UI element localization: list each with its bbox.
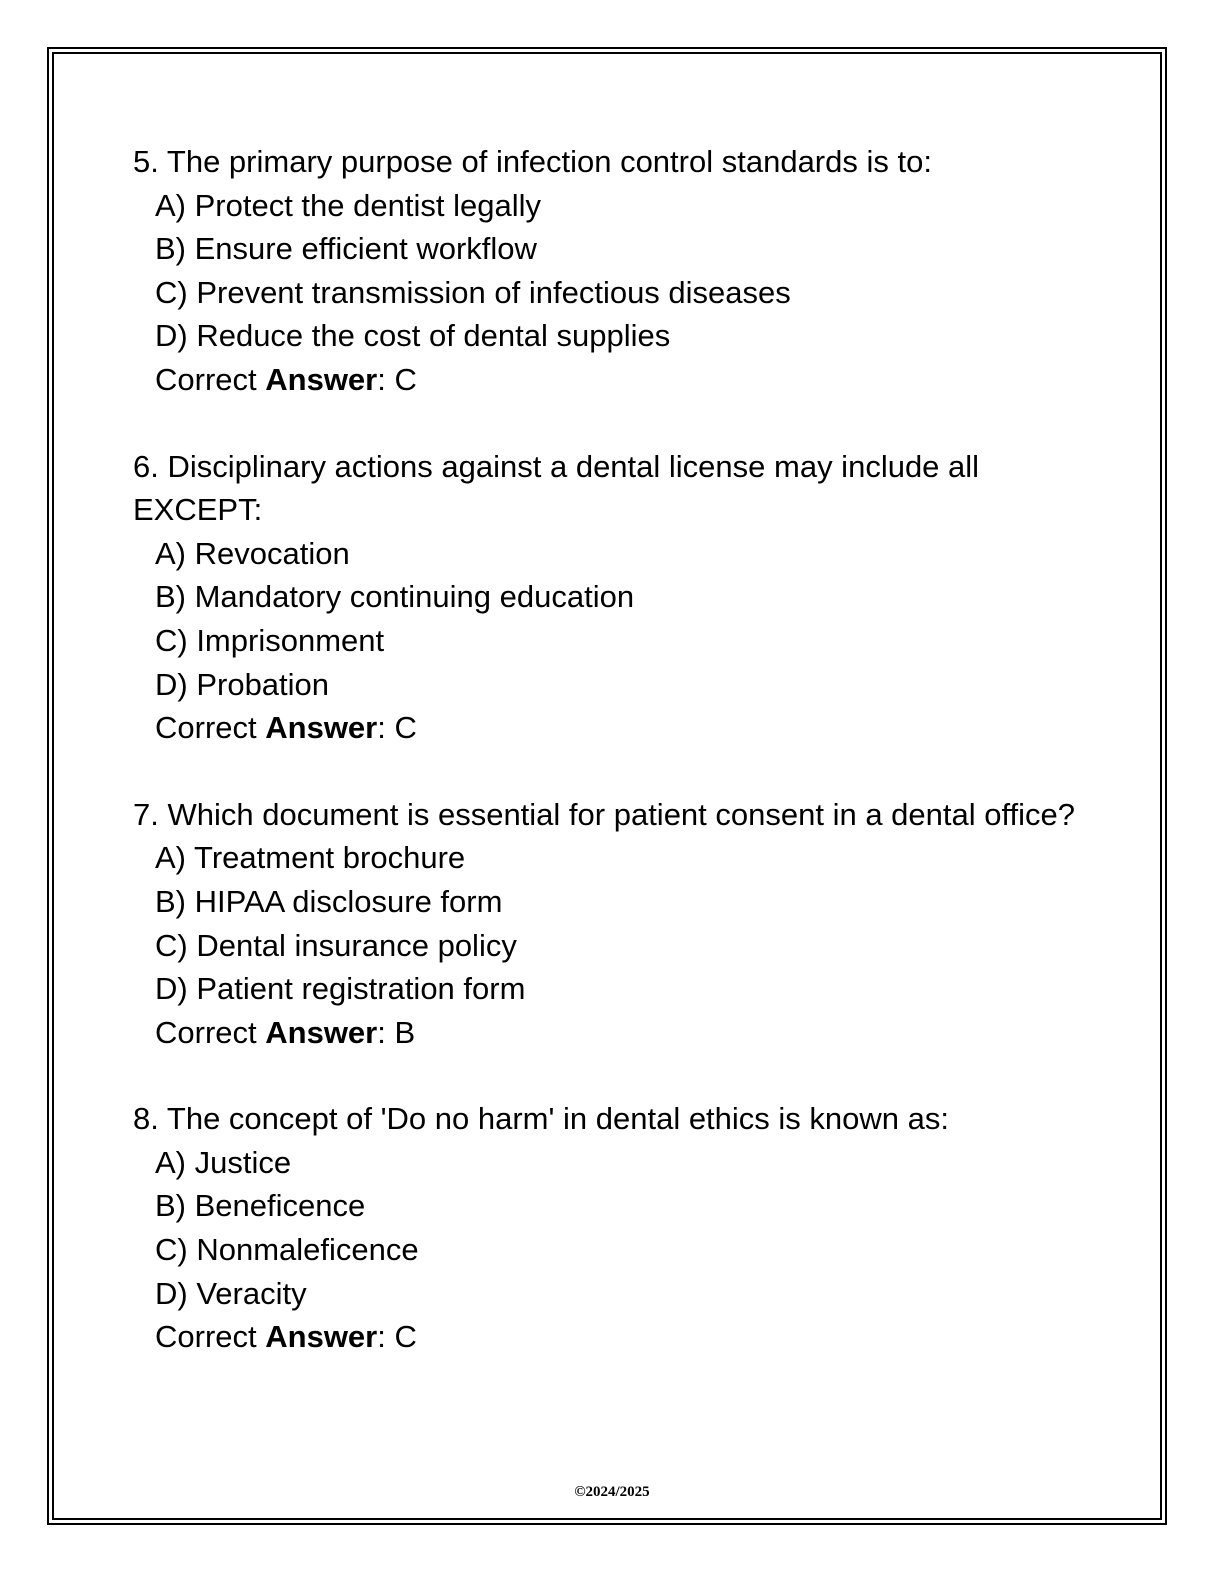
answer-label: Answer — [265, 1319, 378, 1355]
option-d: D) Reduce the cost of dental supplies — [155, 318, 671, 354]
option-c: C) Prevent transmission of infectious diseases — [155, 274, 791, 310]
answer-label: Answer — [265, 361, 378, 397]
answer-label: Answer — [265, 1014, 378, 1050]
answer-value: : C — [377, 1319, 417, 1355]
question-text: 8. The concept of 'Do no harm' in dental ethics is known as: — [133, 1101, 949, 1137]
option-c: C) Imprisonment — [155, 622, 385, 658]
question-7 — [133, 793, 1093, 1055]
option-d: D) Veracity — [155, 1275, 307, 1311]
question-5 — [133, 140, 1093, 402]
option-b: B) Mandatory continuing education — [155, 579, 635, 615]
answer-value: : B — [377, 1014, 416, 1050]
option-b: B) Beneficence — [155, 1188, 366, 1224]
option-a: A) Protect the dentist legally — [155, 187, 541, 223]
answer-prefix: Correct — [155, 710, 266, 746]
question-6 — [133, 445, 1093, 750]
question-list — [133, 140, 1093, 1402]
option-c: C) Nonmaleficence — [155, 1232, 419, 1268]
question-text: 5. The primary purpose of infection control standards is to: — [133, 144, 932, 179]
copyright-footer: ©2024/2025 — [574, 1484, 650, 1500]
answer-value: : C — [377, 710, 417, 746]
correct-answer — [133, 358, 1093, 402]
answer-prefix: Correct — [155, 361, 266, 397]
correct-answer — [133, 706, 1093, 750]
answer-value: : C — [377, 361, 417, 397]
option-d: D) Probation — [155, 666, 330, 702]
option-b: B) Ensure efficient workflow — [155, 231, 537, 267]
option-c: C) Dental insurance policy — [155, 927, 517, 963]
answer-label: Answer — [265, 710, 378, 746]
option-a: A) Treatment brochure — [155, 840, 466, 876]
option-d: D) Patient registration form — [155, 971, 526, 1007]
option-b: B) HIPAA disclosure form — [155, 883, 503, 919]
question-8 — [133, 1097, 1093, 1359]
answer-prefix: Correct — [155, 1014, 266, 1050]
correct-answer — [133, 1315, 1093, 1359]
option-a: A) Revocation — [155, 535, 350, 571]
question-text: 7. Which document is essential for patient consent in a dental office? — [133, 796, 1076, 832]
answer-prefix: Correct — [155, 1319, 266, 1355]
question-text: 6. Disciplinary actions against a dental license may include all EXCEPT: — [133, 448, 980, 528]
correct-answer — [133, 1011, 1093, 1055]
option-a: A) Justice — [155, 1144, 292, 1180]
